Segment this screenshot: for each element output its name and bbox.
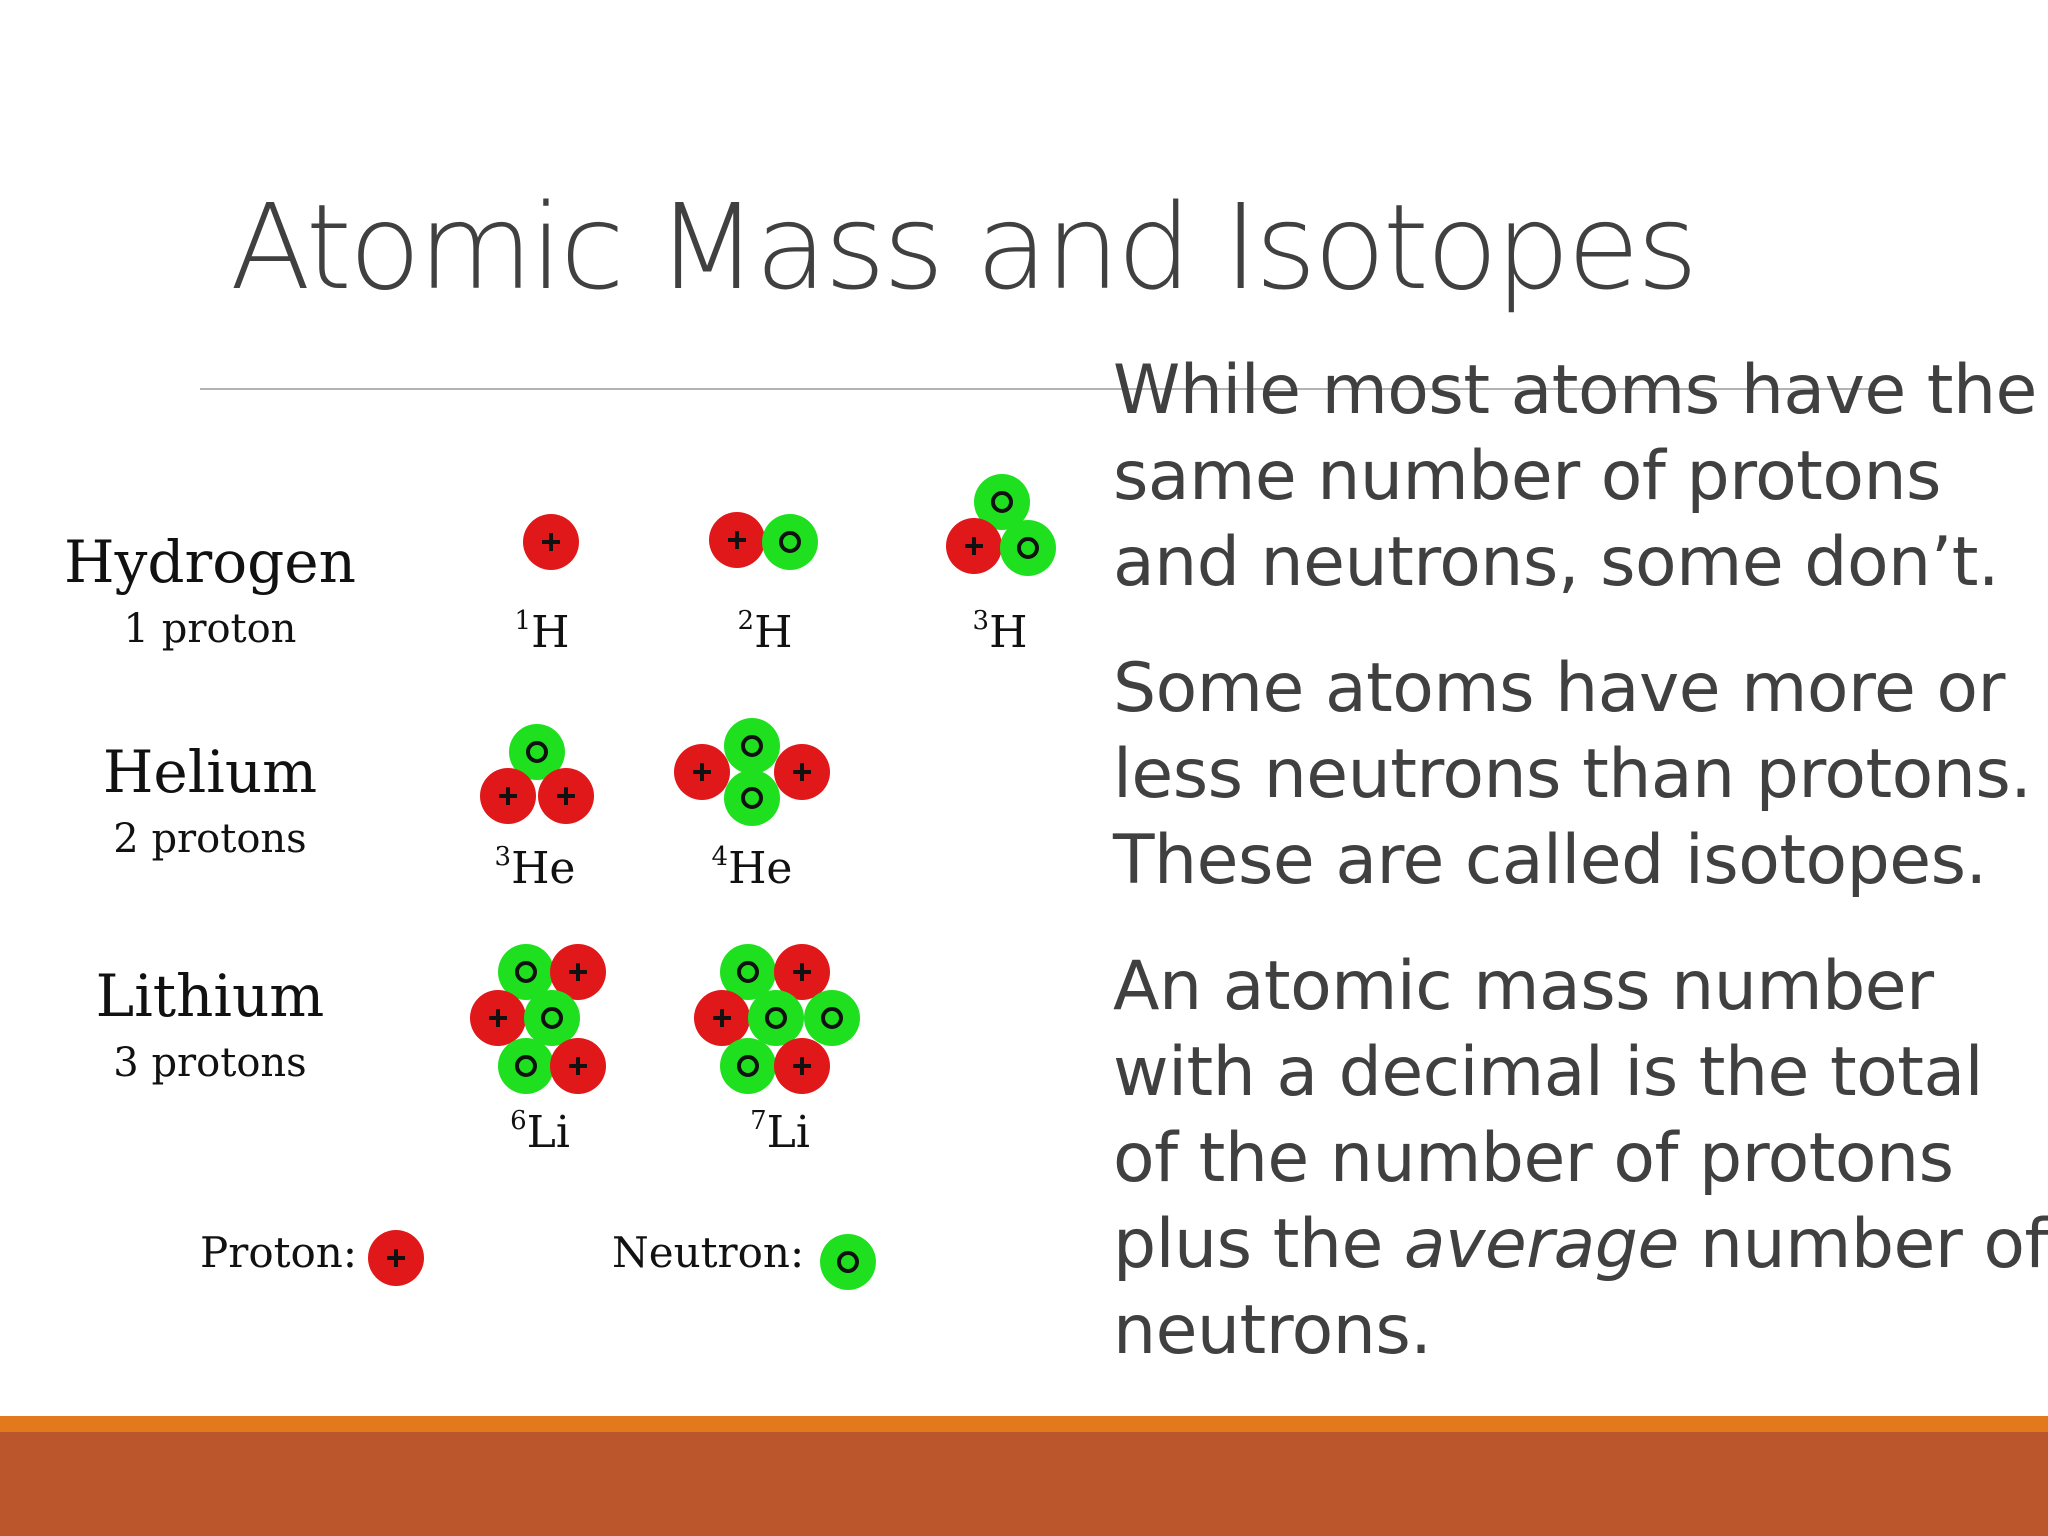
neutron-li6-3 (498, 1038, 554, 1094)
element-name-lithium: Lithium (95, 962, 325, 1030)
neutron-h3-2 (1000, 520, 1056, 576)
emphasis-average: average (1403, 1205, 1679, 1284)
proton-h2-1 (709, 512, 765, 568)
proton-h3-1 (946, 518, 1002, 574)
proton-li6-2 (470, 990, 526, 1046)
proton-h1-1 (523, 514, 579, 570)
legend-neutron-label: Neutron: (612, 1228, 805, 1277)
isotope-diagram (0, 0, 1100, 1340)
neutron-li6-2 (524, 990, 580, 1046)
isotope-label-li7: $^7$Li (750, 1106, 810, 1158)
legend-proton-icon (368, 1230, 424, 1286)
proton-he3-1 (480, 768, 536, 824)
proton-he3-2 (538, 768, 594, 824)
neutron-h2-1 (762, 514, 818, 570)
neutron-he4-1 (724, 718, 780, 774)
element-name-helium: Helium (102, 738, 318, 806)
legend-neutron-icon (820, 1234, 876, 1290)
isotope-label-he4: $^4$He (711, 842, 793, 894)
element-protons-helium: 2 protons (113, 816, 307, 862)
element-protons-lithium: 3 protons (113, 1040, 307, 1086)
nucleus-graphics (0, 0, 1100, 1340)
legend-proton-label: Proton: (200, 1228, 357, 1277)
isotope-label-li6: $^6$Li (510, 1106, 570, 1158)
element-protons-hydrogen: 1 proton (123, 606, 297, 652)
isotope-label-h3: $^3$H (972, 606, 1028, 658)
footer-accent-stripe (0, 1416, 2048, 1432)
proton-li6-3 (550, 1038, 606, 1094)
slide-title: Atomic Mass and Isotopes (230, 178, 1696, 316)
isotope-label-h1: $^1$H (514, 606, 570, 658)
isotope-label-h2: $^2$H (737, 606, 793, 658)
footer-band (0, 1432, 2048, 1536)
paragraph-1: While most atoms have the same number of protons and neutrons, some don’t. (1113, 351, 2037, 602)
element-name-hydrogen: Hydrogen (64, 528, 356, 596)
neutron-li7-3 (804, 990, 860, 1046)
slide-body (1113, 348, 2048, 1414)
neutron-he4-2 (724, 770, 780, 826)
paragraph-3: An atomic mass number with a decimal is the total of the number of protons plus the average number of neutrons. (1113, 947, 2048, 1370)
proton-li7-2 (694, 990, 750, 1046)
isotope-label-he3: $^3$He (494, 842, 576, 894)
neutron-li7-2 (748, 990, 804, 1046)
proton-li7-3 (774, 1038, 830, 1094)
paragraph-2: Some atoms have more or less neutrons than protons. These are called isotopes. (1113, 649, 2032, 900)
neutron-li7-4 (720, 1038, 776, 1094)
proton-he4-1 (674, 744, 730, 800)
proton-he4-2 (774, 744, 830, 800)
